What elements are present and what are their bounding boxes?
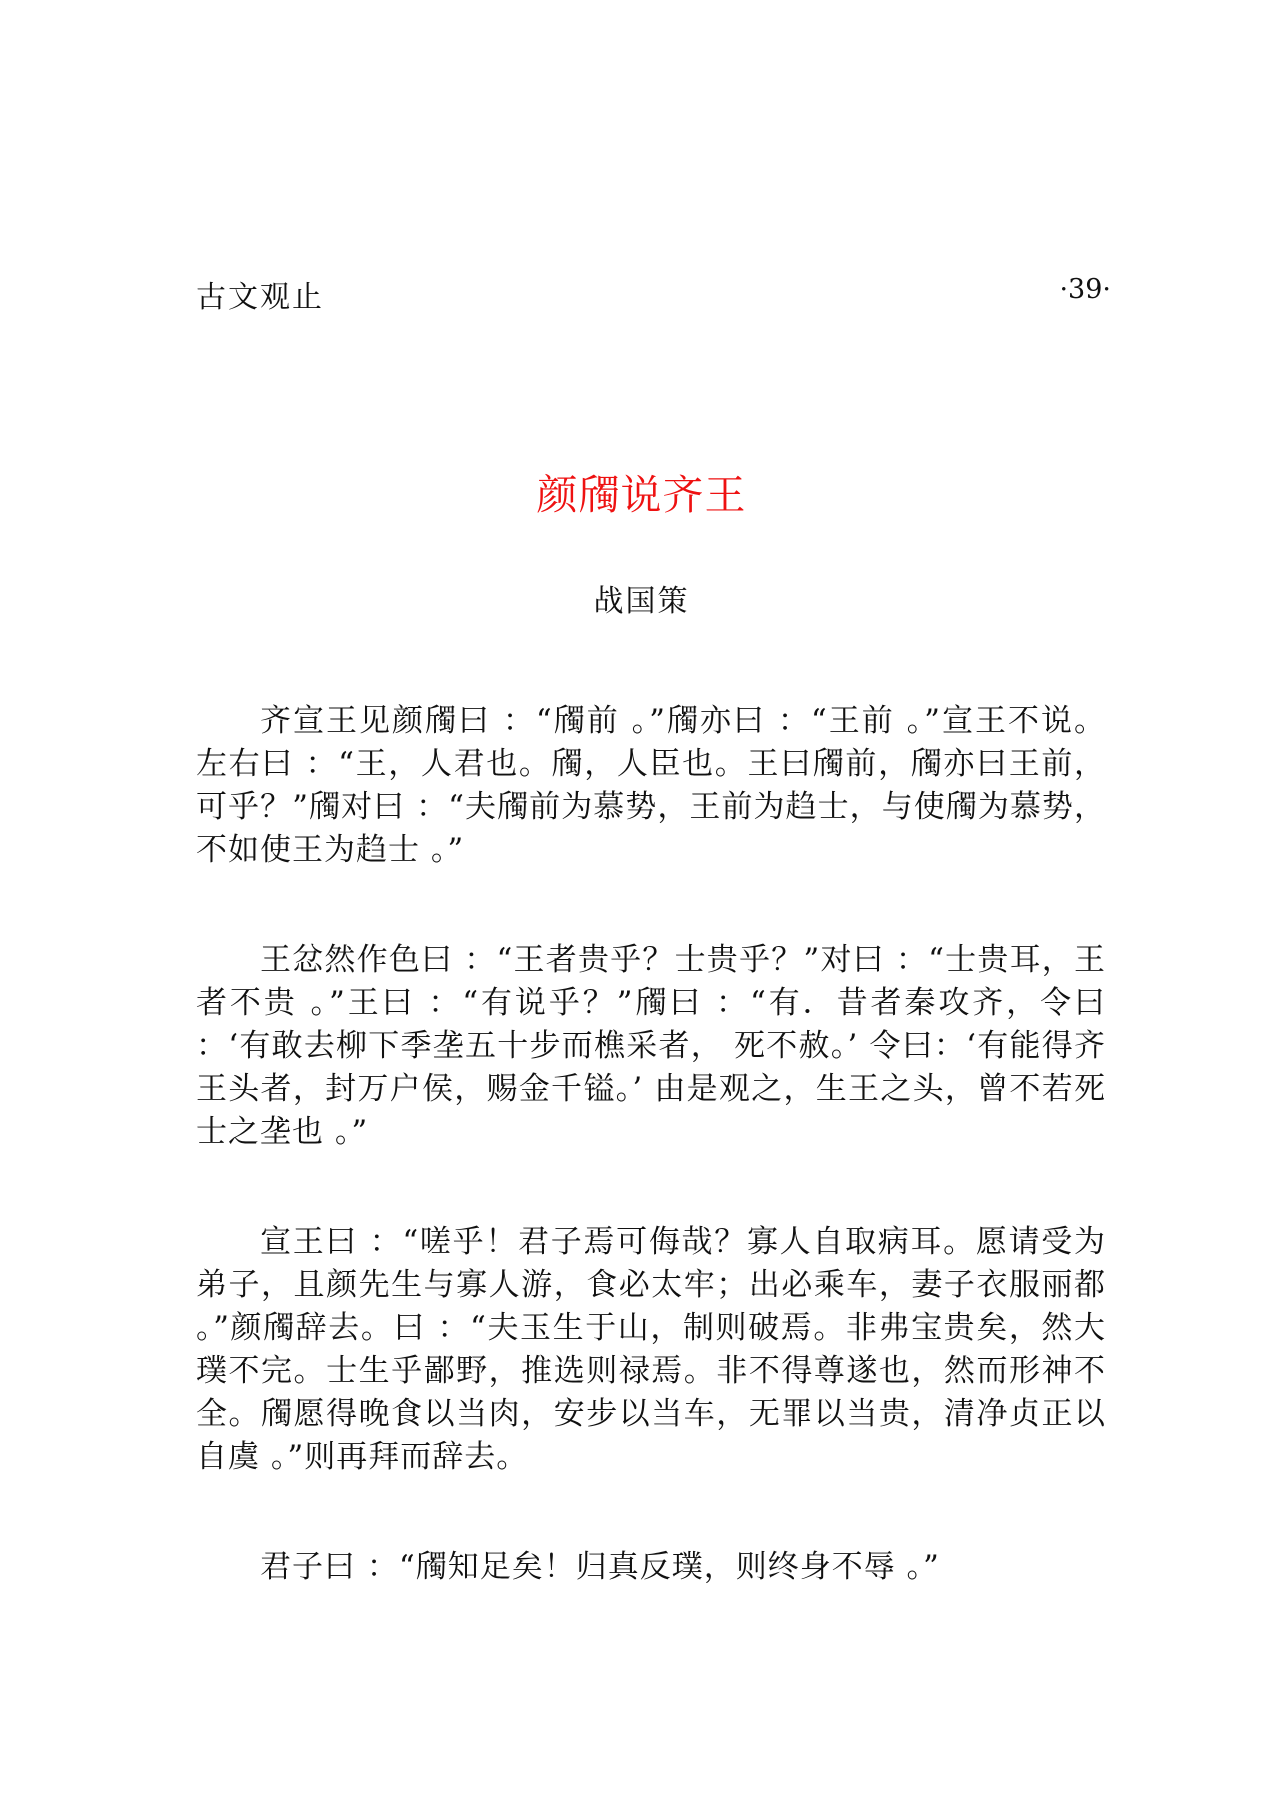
book-title: 古文观止 (196, 280, 324, 315)
page-header (196, 272, 1111, 315)
article-source: 战国策 (593, 584, 690, 619)
paragraph-2: 王忿然作色曰 ：“王者贵乎？士贵乎？”对曰 ：“士贵耳，王者不贵 。”王曰 ：“有说乎？”斶曰 ：“有．昔者秦攻齐，令曰 ：‘有敢去柳下季垄五十步而樵采者， 死不赦。’ 令曰：‘有能得齐王头者，封万户侯，赐金千镒。’ 由是观之，生王之头，曾不若死士之垄也 。” (196, 942, 1106, 1150)
paragraph-4: 君子曰 ：“斶知足矣！归真反璞，则终身不辱 。” (260, 1549, 940, 1585)
article-title: 颜斶说齐王 (536, 471, 747, 519)
page-number: ·39· (1059, 274, 1111, 305)
paragraph-3: 宣王曰 ：“嗟乎！君子焉可侮哉？寡人自取病耳。愿请受为弟子，且颜先生与寡人游，食必太牢；出必乘车，妻子衣服丽都 。”颜斶辞去。曰 ：“夫玉生于山，制则破焉。非弗宝贵矣，然大璞不完。士生乎鄙野，推选则禄焉。非不得尊遂也，然而形神不全。斶愿得晚食以当肉，安步以当车，无罪以当贵，清净贞正以自虞 。”则再拜而辞去。 (196, 1224, 1106, 1475)
article-body (196, 700, 1106, 1656)
paragraph-1: 齐宣王见颜斶曰 ：“斶前 。”斶亦曰 ：“王前 。”宣王不说。左右曰 ：“王，人君也。斶，人臣也。王曰斶前，斶亦曰王前，可乎？”斶对曰 ：“夫斶前为慕势，王前为趋士，与使斶为慕势，不如使王为趋士 。” (196, 703, 1106, 868)
